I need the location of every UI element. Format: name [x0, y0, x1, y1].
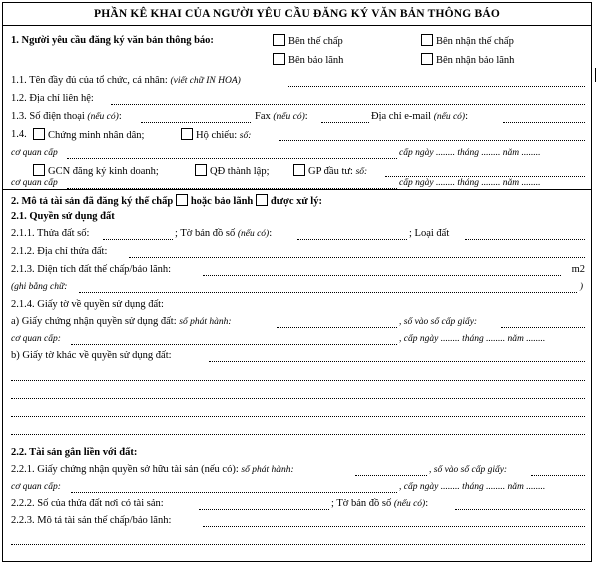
attached-asset-heading: 2.2. Tài sản gắn liền với đất: — [11, 447, 138, 458]
input-other-docs-2[interactable] — [11, 370, 585, 381]
land-type-label: ; Loại đất — [409, 228, 450, 239]
field-2-1-4: 2.1.4. Giấy tờ về quyền sử dụng đất: — [11, 299, 164, 310]
option-decision[interactable]: QĐ thành lập; — [195, 164, 270, 179]
input-asset-description-2[interactable] — [11, 534, 585, 545]
role-mortgagor[interactable]: Bên thế chấp — [273, 34, 343, 47]
role-mortgagee[interactable]: Bên nhận thế chấp — [421, 34, 514, 47]
map-sheet-label: ; Tờ bản đồ số (nếu có): — [175, 228, 273, 239]
field-1-2: 1.2. Địa chỉ liên hệ: — [11, 93, 94, 104]
issue-date-1: cấp ngày ........ tháng ........ năm ........ — [399, 148, 541, 158]
fax-label: Fax (nếu có): — [255, 111, 308, 122]
field-1-3: 1.3. Số điện thoại (nếu có): — [11, 111, 122, 122]
input-email[interactable] — [503, 112, 585, 123]
close-paren: ) — [579, 282, 583, 292]
role-guarantor[interactable]: Bên bảo lãnh — [273, 53, 343, 66]
input-other-docs-3[interactable] — [11, 388, 585, 399]
register-number-label-2: , số vào sổ cấp giấy: — [429, 465, 508, 475]
issuer-row-3: cơ quan cấp: — [11, 334, 61, 344]
section1-heading: 1. Người yêu cầu đăng ký văn bản thông báo: — [11, 35, 214, 46]
option-investment[interactable]: GP đầu tư: số: — [293, 164, 367, 179]
input-certificate-serial[interactable] — [277, 317, 397, 328]
checkbox-business-reg[interactable] — [33, 164, 45, 176]
land-use-heading: 2.1. Quyền sử dụng đất — [11, 211, 115, 222]
role-guarantee[interactable]: Bên nhận bảo lãnh — [421, 53, 514, 66]
issuer-row-1: cơ quan cấp — [11, 148, 58, 158]
input-id-number[interactable] — [279, 130, 585, 141]
email-label: Địa chỉ e-mail (nếu có): — [371, 111, 468, 122]
input-other-docs-1[interactable] — [209, 351, 585, 362]
checkbox-mortgagor[interactable] — [273, 34, 285, 46]
field-2-1-2: 2.1.2. Địa chỉ thửa đất: — [11, 246, 108, 257]
field-2-2-1: 2.2.1. Giấy chứng nhận quyền sở hữu tài sản (nếu có): số phát hành: — [11, 464, 294, 475]
register-number-label: , số vào sổ cấp giấy: — [399, 317, 478, 327]
form-title: PHẦN KÊ KHAI CỦA NGƯỜI YÊU CẦU ĐĂNG KÝ VĂN BẢN THÔNG BÁO — [3, 3, 591, 26]
issuer-row-2: cơ quan cấp — [11, 178, 58, 188]
input-register-number[interactable] — [501, 317, 585, 328]
map-sheet-label-2: ; Tờ bản đồ số (nếu có): — [331, 498, 429, 509]
input-other-docs-4[interactable] — [11, 406, 585, 417]
input-asset-description[interactable] — [203, 516, 585, 527]
checkbox-passport[interactable] — [181, 128, 193, 140]
input-other-docs-5[interactable] — [11, 424, 585, 435]
field-2-1-4-b: b) Giấy tờ khác về quyền sử dụng đất: — [11, 350, 172, 361]
checkbox-mortgage[interactable] — [176, 194, 188, 206]
input-issuer-4[interactable] — [71, 482, 397, 493]
checkbox-guarantee[interactable] — [421, 53, 433, 65]
issue-date-2: cấp ngày ........ tháng ........ năm ........ — [399, 178, 541, 188]
option-passport[interactable]: Hộ chiếu: số: — [181, 128, 251, 143]
issuer-row-4: cơ quan cấp: — [11, 482, 61, 492]
issue-date-4: , cấp ngày ........ tháng ........ năm ........ — [399, 482, 546, 492]
field-2-2-2: 2.2.2. Số của thửa đất nơi có tài sản: — [11, 498, 164, 509]
input-register-number-2[interactable] — [531, 465, 585, 476]
section-requester — [3, 26, 591, 190]
field-2-1-3: 2.1.3. Diện tích đất thế chấp/bảo lãnh: — [11, 264, 172, 275]
issue-date-3: , cấp ngày ........ tháng ........ năm ........ — [399, 334, 546, 344]
option-id-card[interactable]: Chứng minh nhân dân; — [33, 128, 144, 143]
input-parcel-address[interactable] — [129, 247, 585, 258]
checkbox-mortgagee[interactable] — [421, 34, 433, 46]
field-1-1: 1.1. Tên đầy đủ của tổ chức, cá nhân: (viết chữ IN HOA) — [11, 75, 241, 86]
checkbox-guarantee-asset[interactable] — [256, 194, 268, 206]
input-asset-parcel[interactable] — [199, 499, 329, 510]
input-phone[interactable] — [141, 112, 251, 123]
checkbox-decision[interactable] — [195, 164, 207, 176]
input-map-sheet[interactable] — [297, 229, 407, 240]
input-fullname[interactable] — [288, 76, 585, 87]
field-2-1-1: 2.1.1. Thửa đất số: — [11, 228, 90, 239]
input-issuer-2[interactable] — [67, 178, 397, 189]
option-business-reg[interactable]: GCN đăng ký kinh doanh; — [33, 164, 159, 179]
checkbox-guarantor[interactable] — [273, 53, 285, 65]
input-address[interactable] — [111, 94, 585, 105]
area-in-words-label: (ghi bằng chữ: — [11, 282, 68, 292]
input-ownership-serial[interactable] — [355, 465, 427, 476]
notification-form — [2, 2, 592, 562]
input-issuer-3[interactable] — [71, 334, 397, 345]
input-fax[interactable] — [321, 112, 369, 123]
input-issuer-1[interactable] — [67, 148, 397, 159]
field-1-4: 1.4. — [11, 129, 27, 140]
unit-m2: m2 — [571, 264, 585, 275]
field-2-2-3: 2.2.3. Mô tả tài sản thế chấp/bảo lãnh: — [11, 515, 172, 526]
input-map-sheet-2[interactable] — [455, 499, 585, 510]
section2-heading: 2. Mô tả tài sản đã đăng ký thế chấp hoặc bảo lãnh được xử lý: — [11, 196, 322, 207]
input-area-words[interactable] — [79, 282, 577, 293]
field-2-1-4-a: a) Giấy chứng nhận quyền sử dụng đất: số phát hành: — [11, 316, 232, 327]
checkbox-id-card[interactable] — [33, 128, 45, 140]
input-land-type[interactable] — [465, 229, 585, 240]
input-area[interactable] — [203, 265, 561, 276]
text-cursor — [595, 68, 596, 82]
checkbox-investment[interactable] — [293, 164, 305, 176]
input-parcel-number[interactable] — [103, 229, 173, 240]
